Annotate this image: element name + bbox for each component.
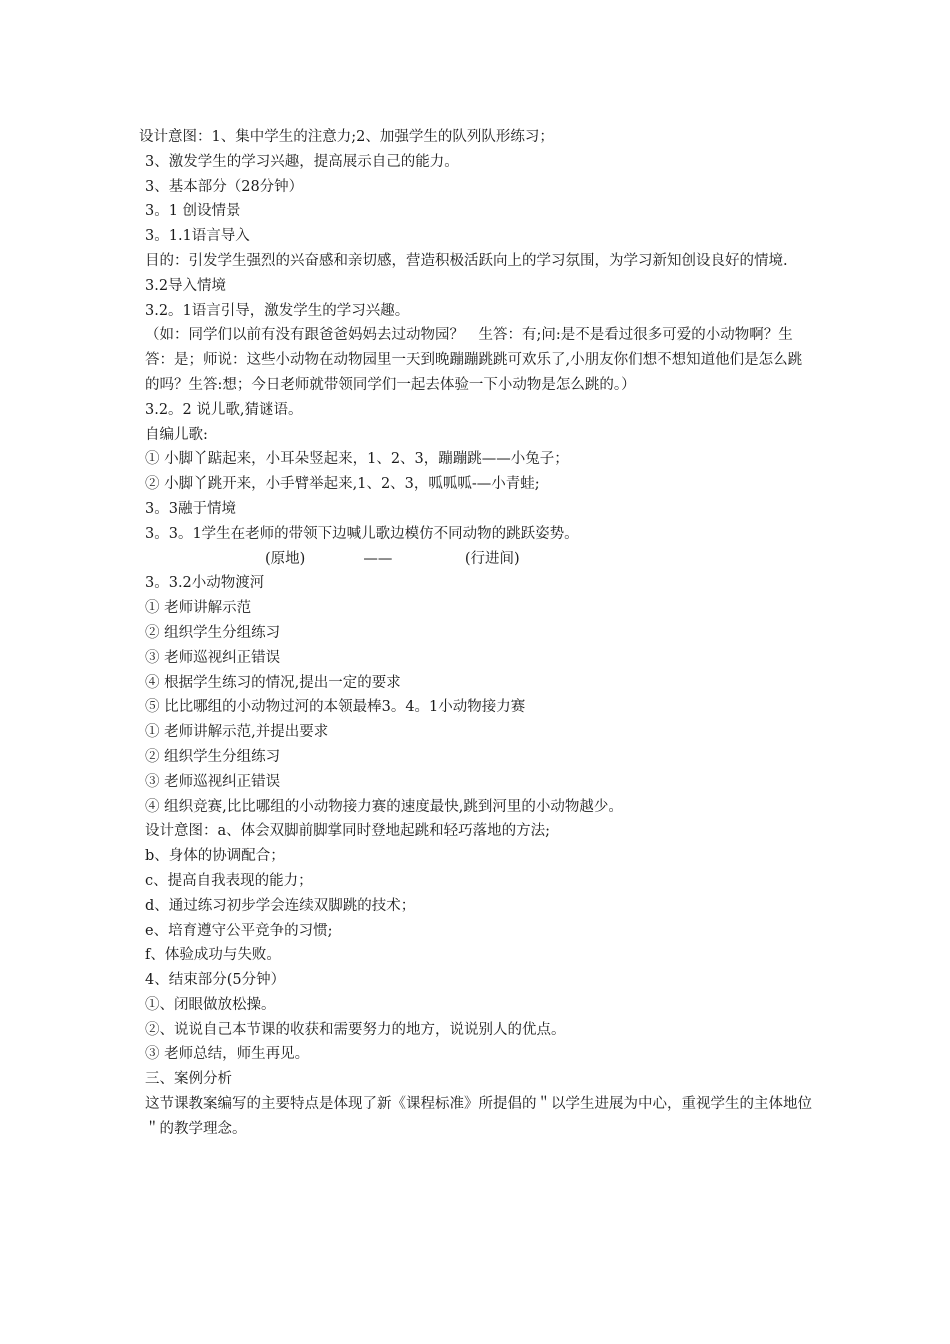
subsection-3-3: 3。3融于情境 xyxy=(145,500,236,517)
purpose-paragraph: 目的：引发学生强烈的兴奋感和亲切感，营造积极活跃向上的学习氛围，为学习新知创设良好的情境. xyxy=(145,252,788,269)
rhyme-item-1: ① 小脚丫踮起来，小耳朵竖起来，1、2、3，蹦蹦跳——小兔子； xyxy=(145,451,569,468)
relay-step-4: ④ 组织竞赛,比比哪组的小动物接力赛的速度最快,跳到河里的小动物越少。 xyxy=(145,798,623,815)
subsection-3-3-1: 3。3。1学生在老师的带领下边喊儿歌边模仿不同动物的跳跃姿势。 xyxy=(145,525,579,542)
intent-item-f: f、体验成功与失败。 xyxy=(145,947,281,964)
river-step-3: ③ 老师巡视纠正错误 xyxy=(145,649,281,666)
rhyme-heading: 自编儿歌: xyxy=(145,426,208,443)
river-step-5: ⑤ 比比哪组的小动物过河的本领最棒3。4。1小动物接力赛 xyxy=(145,699,526,716)
relay-step-1: ① 老师讲解示范,并提出要求 xyxy=(145,724,329,741)
ending-item-2: ②、说说自己本节课的收获和需要努力的地方，说说别人的优点。 xyxy=(145,1021,566,1038)
document-body xyxy=(139,125,815,1142)
river-step-1: ① 老师讲解示范 xyxy=(145,600,252,617)
river-step-4: ④ 根据学生练习的情况,提出一定的要求 xyxy=(145,674,401,691)
subsection-3-1-1: 3。1.1语言导入 xyxy=(145,228,250,245)
design-intent-1-cont: 3、激发学生的学习兴趣，提高展示自己的能力。 xyxy=(145,153,459,170)
rhyme-item-2: ② 小脚丫跳开来，小手臂举起来,1、2、3，呱呱呱-—小青蛙; xyxy=(145,476,540,493)
dialogue-paragraph: （如：同学们以前有没有跟爸爸妈妈去过动物园？ 生答：有;问:是不是看过很多可爱的小动物啊？生答：是；师说：这些小动物在动物园里一天到晚蹦蹦跳跳可欢乐了,小朋友你们想不想知道他们是怎么跳的吗？生答:想；今日老师就带领同学们一起去体验一下小动物是怎么跳的。） xyxy=(145,327,803,393)
case-analysis-heading: 三、案例分析 xyxy=(145,1071,232,1088)
design-intent-2: 设计意图：a、体会双脚前脚掌同时登地起跳和轻巧落地的方法; xyxy=(145,823,551,840)
subsection-3-2-1: 3.2。1语言引导，激发学生的学习兴趣。 xyxy=(145,302,410,319)
intent-item-e: e、培育遵守公平竞争的习惯; xyxy=(145,922,333,939)
section-basic-heading: 3、基本部分（28分钟） xyxy=(145,178,304,195)
relay-step-2: ② 组织学生分组练习 xyxy=(145,748,281,765)
intent-item-d: d、通过练习初步学会连续双脚跳的技术； xyxy=(145,897,416,914)
subsection-3-2-2: 3.2。2 说儿歌,猜谜语。 xyxy=(145,401,303,418)
design-intent-1: 设计意图：1、集中学生的注意力;2、加强学生的队列队形练习； xyxy=(139,129,554,145)
subsection-3-2: 3.2导入情境 xyxy=(145,277,227,294)
subsection-3-1: 3。1 创设情景 xyxy=(145,203,241,220)
position-labels: (原地) —— (行进间) xyxy=(265,550,520,567)
section-ending-heading: 4、结束部分(5分钟） xyxy=(145,972,286,989)
intent-item-b: b、身体的协调配合； xyxy=(145,848,285,865)
ending-item-1: ①、闭眼做放松操。 xyxy=(145,996,276,1013)
river-step-2: ② 组织学生分组练习 xyxy=(145,624,281,641)
subsection-3-3-2: 3。3.2小动物渡河 xyxy=(145,575,265,592)
relay-step-3: ③ 老师巡视纠正错误 xyxy=(145,773,281,790)
intent-item-c: c、提高自我表现的能力； xyxy=(145,872,313,889)
ending-item-3: ③ 老师总结，师生再见。 xyxy=(145,1046,310,1063)
case-analysis-paragraph: 这节课教案编写的主要特点是体现了新《课程标准》所提倡的＂以学生进展为中心，重视学生的主体地位＂的教学理念。 xyxy=(145,1096,812,1137)
